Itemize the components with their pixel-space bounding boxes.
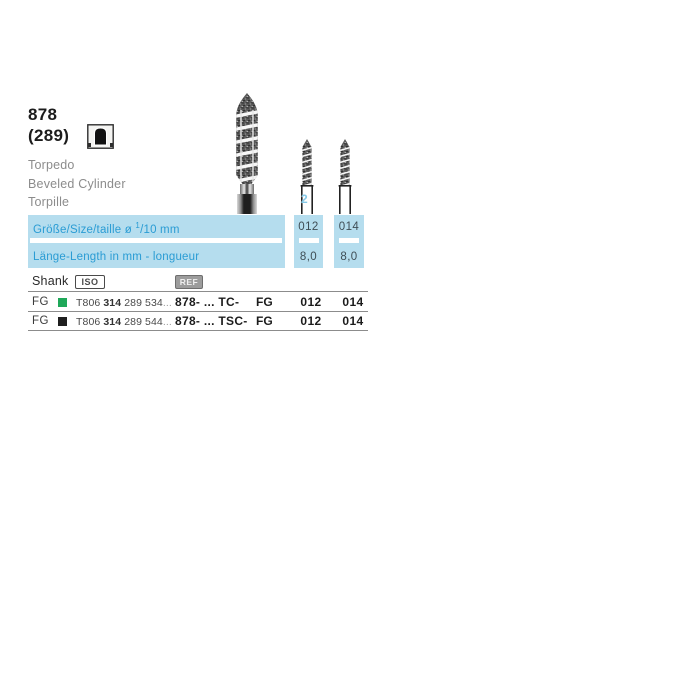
divider xyxy=(299,238,319,243)
product-names xyxy=(28,156,126,212)
grit-color-square-black xyxy=(58,317,67,326)
divider xyxy=(28,291,368,292)
size-table-label-cell xyxy=(28,215,285,268)
product-name-en-1: Torpedo xyxy=(28,158,75,172)
iso-number: T806 314 289 534... xyxy=(76,297,172,309)
size-label: Größe/Size/taille ø $^1$/10 mm xyxy=(33,221,180,236)
bur-large-image xyxy=(227,92,267,214)
row-size-014: 014 xyxy=(342,314,364,328)
length-value: 8,0 xyxy=(340,251,358,263)
length-value: 8,0 xyxy=(299,251,318,263)
size-table-col-014 xyxy=(334,215,364,268)
divider xyxy=(30,238,282,243)
shank-label: Shank xyxy=(32,274,69,288)
length-label: Länge-Length in mm - longueur xyxy=(33,251,200,263)
ref-shank: FG xyxy=(256,314,273,328)
ref-shank: FG xyxy=(256,295,273,309)
row-size-012: 012 xyxy=(300,295,322,309)
ref-badge: REF xyxy=(175,275,203,289)
row-size-012: 012 xyxy=(300,314,322,328)
product-name-fr: Torpille xyxy=(28,195,70,209)
product-number-main: 878 xyxy=(28,105,58,124)
table-row xyxy=(28,295,368,312)
shank-value: FG xyxy=(32,315,49,327)
figure-note: 2 xyxy=(301,192,308,206)
shank-value: FG xyxy=(32,296,49,308)
product-name-en-2: Beveled Cylinder xyxy=(28,176,126,191)
size-value: 014 xyxy=(338,221,360,233)
iso-badge: ISO xyxy=(75,275,105,289)
size-value: 012 xyxy=(298,221,319,233)
table-row xyxy=(28,314,368,331)
bur-shape-icon xyxy=(87,124,114,149)
divider xyxy=(28,330,368,331)
size-table-col-012 xyxy=(294,215,323,268)
product-number xyxy=(28,104,69,146)
divider xyxy=(28,311,368,312)
grit-color-square-green xyxy=(58,298,67,307)
divider xyxy=(339,238,359,243)
bur-small-014-image xyxy=(335,138,355,214)
product-number-alt: (289) xyxy=(28,126,70,145)
ref-number: 878- ... TSC- xyxy=(175,314,248,328)
row-size-014: 014 xyxy=(342,295,364,309)
iso-number: T806 314 289 544... xyxy=(76,316,172,328)
ref-number: 878- ... TC- xyxy=(175,295,240,309)
